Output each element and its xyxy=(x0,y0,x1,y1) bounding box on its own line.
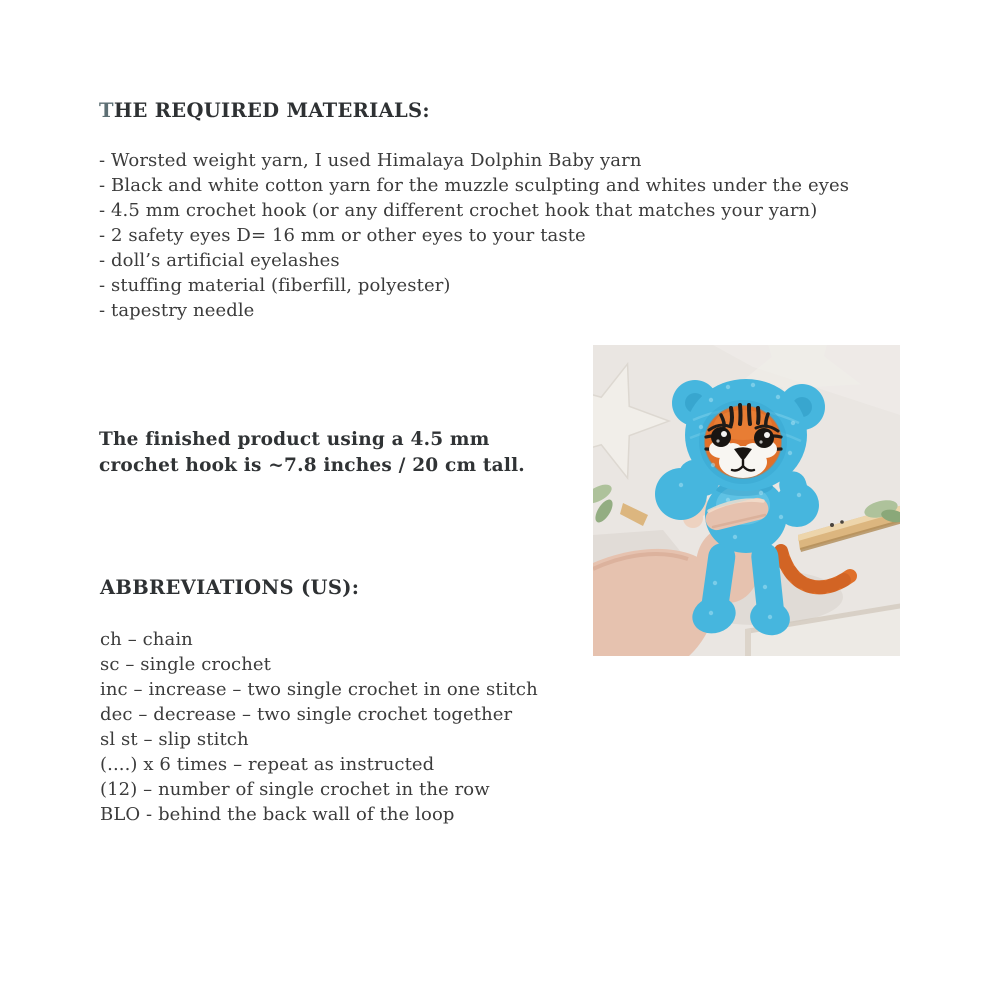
materials-heading: THE REQUIRED MATERIALS: xyxy=(99,99,430,122)
finished-size-line: crochet hook is ~7.8 inches / 20 cm tall. xyxy=(99,455,525,476)
materials-item: - doll’s artificial eyelashes xyxy=(99,250,340,271)
tiger-paw-left xyxy=(655,468,707,520)
abbreviations-list xyxy=(100,627,538,827)
materials-item: - Black and white cotton yarn for the muzzle sculpting and whites under the eyes xyxy=(99,175,850,196)
abbreviation-item: sl st – slip stitch xyxy=(100,729,249,750)
materials-list xyxy=(99,148,849,323)
abbreviations-section xyxy=(100,576,538,827)
abbreviation-item: (....) x 6 times – repeat as instructed xyxy=(100,754,435,775)
abbreviation-item: dec – decrease – two single crochet together xyxy=(100,704,513,725)
abbreviation-item: ch – chain xyxy=(100,629,193,650)
materials-section xyxy=(99,99,849,323)
abbreviation-item: inc – increase – two single crochet in one stitch xyxy=(100,679,538,700)
tiger-face xyxy=(702,403,784,481)
materials-item: - 4.5 mm crochet hook (or any different crochet hook that matches your yarn) xyxy=(99,200,818,221)
materials-item: - Worsted weight yarn, I used Himalaya Dolphin Baby yarn xyxy=(99,150,642,171)
finished-size-line: The finished product using a 4.5 mm xyxy=(99,429,490,450)
materials-item: - 2 safety eyes D= 16 mm or other eyes to your taste xyxy=(99,225,586,246)
abbreviation-item: (12) – number of single crochet in the row xyxy=(100,779,490,800)
finished-size-note xyxy=(99,427,525,479)
abbreviation-item: sc – single crochet xyxy=(100,654,271,675)
abbreviations-heading: ABBREVIATIONS (US): xyxy=(100,576,360,599)
product-photo xyxy=(593,345,900,656)
materials-item: - tapestry needle xyxy=(99,300,255,321)
abbreviation-item: BLO - behind the back wall of the loop xyxy=(100,804,455,825)
tiger-paw-right xyxy=(775,483,819,527)
materials-item: - stuffing material (fiberfill, polyester) xyxy=(99,275,451,296)
